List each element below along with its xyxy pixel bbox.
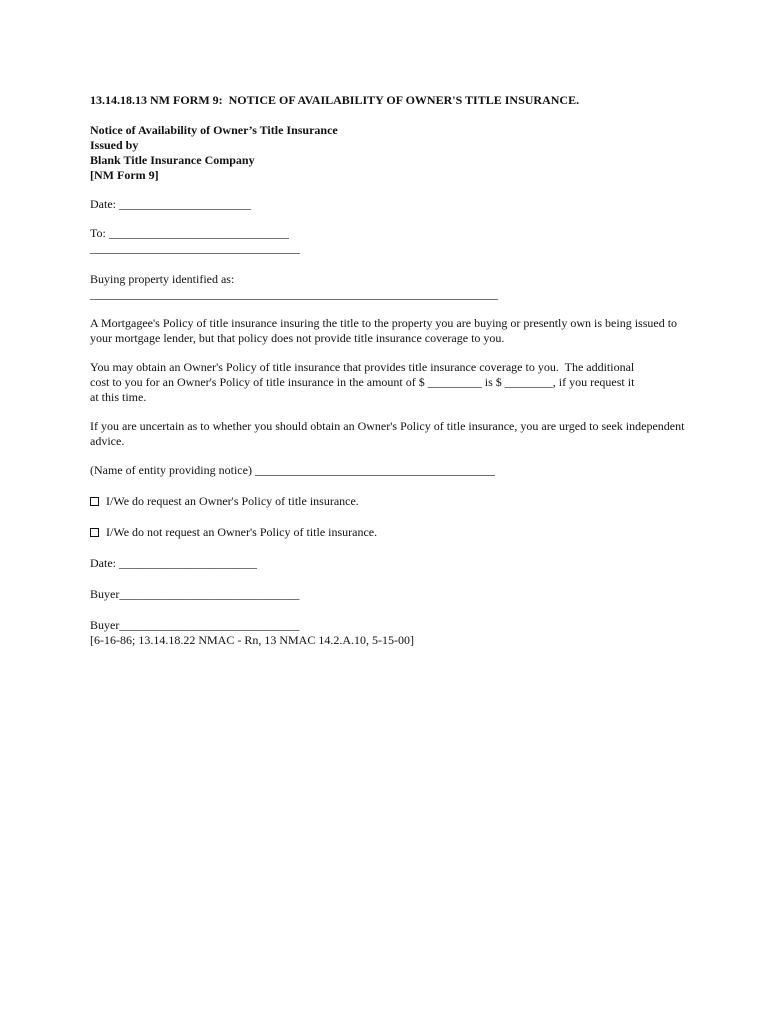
buyer-signature-1[interactable]: Buyer______________________________: [90, 587, 300, 601]
buying-property-field[interactable]: ____________________________________________________________________: [90, 287, 498, 301]
history-note: [6-16-86; 13.14.18.22 NMAC - Rn, 13 NMAC 14.2.A.10, 5-15-00]: [90, 633, 414, 647]
owner-policy-line: You may obtain an Owner's Policy of title insurance that provides title insurance coverage to you. The additional: [90, 360, 635, 374]
decline-option-label: I/We do not request an Owner's Policy of title insurance.: [106, 525, 378, 539]
entity-name-field[interactable]: (Name of entity providing notice) ________________________________________: [90, 463, 495, 477]
form-header: [90, 123, 690, 183]
issued-by: Issued by: [90, 138, 139, 152]
buying-property-label: Buying property identified as:: [90, 272, 235, 286]
to-field[interactable]: To: ______________________________: [90, 226, 289, 240]
uncertain-advice-paragraph: If you are uncertain as to whether you should obtain an Owner's Policy of title insurance, you are urged to seek independent advice.: [90, 419, 685, 448]
owner-policy-line: cost to you for an Owner's Policy of title insurance in the amount of $ _________ is $ ________, if you request it: [90, 375, 635, 389]
buyer-signature-2[interactable]: Buyer______________________________: [90, 618, 300, 632]
request-option-label: I/We do request an Owner's Policy of title insurance.: [106, 494, 359, 508]
company-name: Blank Title Insurance Company: [90, 153, 255, 167]
owner-policy-line: at this time.: [90, 390, 147, 404]
owner-policy-paragraph: [90, 360, 690, 405]
form-content: [90, 93, 690, 648]
request-checkbox[interactable]: [90, 497, 99, 506]
option-decline-row[interactable]: [90, 525, 690, 540]
to-field-continued[interactable]: ___________________________________: [90, 241, 300, 255]
form-title: Notice of Availability of Owner’s Title Insurance: [90, 123, 338, 137]
mortgagee-policy-paragraph: A Mortgagee's Policy of title insurance insuring the title to the property you are buying or presently own is being issued to your mortgage lender, but that policy does not provide title insurance coverage to you.: [90, 316, 678, 345]
section-heading: 13.14.18.13 NM FORM 9: NOTICE OF AVAILABILITY OF OWNER'S TITLE INSURANCE.: [90, 93, 580, 107]
form-reference: [NM Form 9]: [90, 168, 159, 182]
decline-checkbox[interactable]: [90, 528, 99, 537]
option-request-row[interactable]: [90, 494, 690, 509]
date-field-2[interactable]: Date: _______________________: [90, 556, 257, 570]
date-field[interactable]: Date: ______________________: [90, 197, 251, 211]
